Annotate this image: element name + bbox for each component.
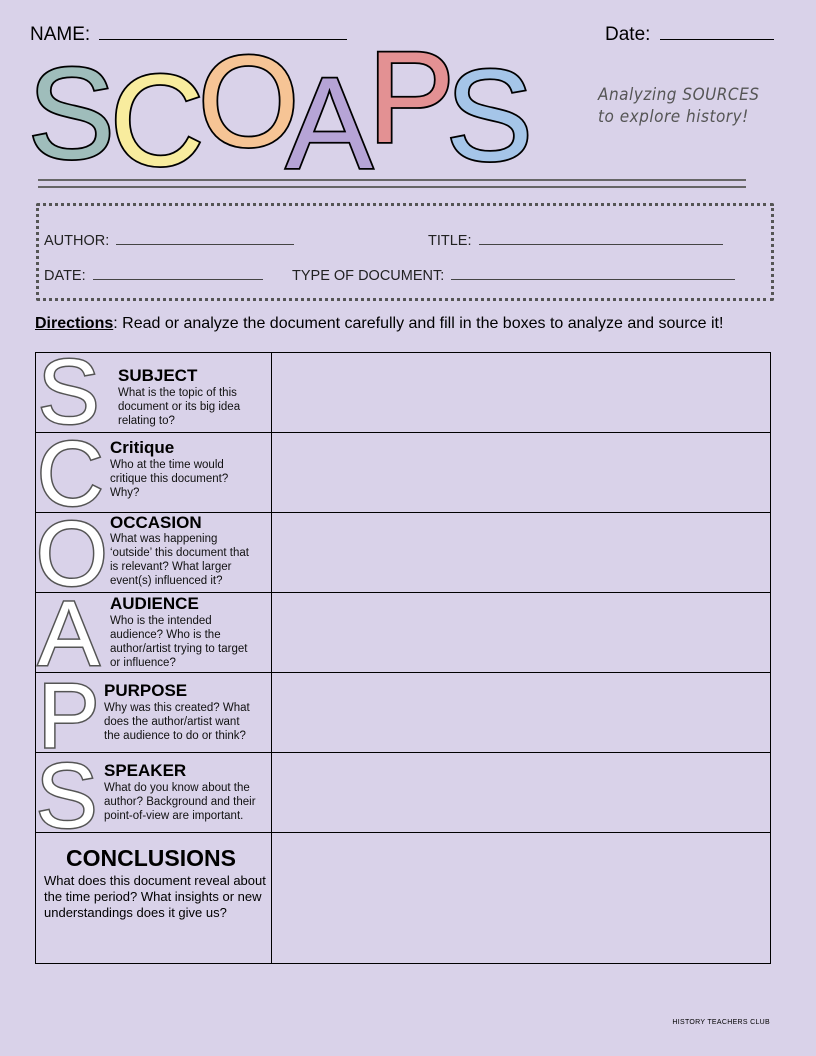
row-title: AUDIENCE <box>110 594 199 613</box>
directions-text: : Read or analyze the document carefully and fill in the boxes to analyze and source it! <box>113 315 724 332</box>
svg-text:O: O <box>36 513 108 592</box>
logo-letter-s2: S <box>446 50 533 175</box>
row-title: SPEAKER <box>104 761 187 780</box>
row-description: Who at the time would critique this document? Why? <box>110 459 229 499</box>
doc-type-label: TYPE OF DOCUMENT: <box>292 268 445 284</box>
date-field-row <box>605 24 774 46</box>
row-answer-cell[interactable] <box>272 513 771 593</box>
doc-type-input-line[interactable] <box>451 279 735 280</box>
row-answer-cell[interactable] <box>272 753 771 833</box>
row-description: What do you know about the author? Background and their point-of-view are important. <box>104 782 256 822</box>
row-description: Why was this created? What does the author/artist want the audience to do or think? <box>104 702 250 742</box>
conclusions-title: CONCLUSIONS <box>66 845 236 871</box>
row-answer-cell[interactable] <box>272 673 771 753</box>
tagline-line-2: to explore history! <box>598 107 749 127</box>
tagline-line-1: Analyzing SOURCES <box>598 85 760 105</box>
logo-letter-a: A <box>286 50 373 175</box>
row-label-cell <box>36 433 272 513</box>
doc-date-input-line[interactable] <box>93 279 263 280</box>
table-row <box>36 353 771 433</box>
row-label-cell <box>36 513 272 593</box>
row-label-cell <box>36 593 272 673</box>
date-input-line[interactable] <box>660 39 774 40</box>
table-row <box>36 593 771 673</box>
row-description: Who is the intended audience? Who is the author/artist trying to target or influence? <box>110 615 248 669</box>
title-label: TITLE: <box>428 233 472 249</box>
big-letter-o-icon <box>36 513 108 592</box>
author-field <box>44 233 294 249</box>
conclusions-answer-cell[interactable] <box>272 833 771 964</box>
row-title: Critique <box>110 438 175 457</box>
doc-type-field <box>292 268 735 284</box>
name-label: NAME: <box>30 24 91 45</box>
row-answer-cell[interactable] <box>272 593 771 673</box>
svg-text:A: A <box>38 593 100 672</box>
logo-letter-p: P <box>368 50 455 170</box>
conclusions-row <box>36 833 771 964</box>
doc-date-label: DATE: <box>44 268 86 284</box>
logo-letter-s1: S <box>28 50 115 175</box>
big-letter-p-icon <box>36 673 108 752</box>
big-letter-a-icon <box>36 593 108 672</box>
conclusions-label-cell <box>36 833 272 964</box>
table-row <box>36 513 771 593</box>
row-title: SUBJECT <box>118 366 198 385</box>
table-row <box>36 433 771 513</box>
footer-credit: HISTORY TEACHERS CLUB <box>672 1019 770 1026</box>
row-answer-cell[interactable] <box>272 353 771 433</box>
title-field <box>428 233 723 249</box>
row-description: What was happening ‘outside’ this document that is relevant? What larger event(s) influenced it? <box>110 533 249 587</box>
scoaps-table <box>35 352 771 964</box>
directions <box>35 315 723 333</box>
author-label: AUTHOR: <box>44 233 110 249</box>
row-answer-cell[interactable] <box>272 433 771 513</box>
table-row <box>36 753 771 833</box>
scoaps-logo <box>28 50 558 175</box>
svg-text:S: S <box>38 353 100 432</box>
svg-text:S: S <box>36 753 98 832</box>
row-label-cell <box>36 673 272 753</box>
conclusions-description: What does this document reveal about the time period? What insights or new understandings does it give us? <box>44 873 266 920</box>
big-letter-c-icon <box>36 433 108 512</box>
row-label-cell <box>36 753 272 833</box>
row-description: What is the topic of this document or its big idea relating to? <box>118 387 241 427</box>
row-label-cell <box>36 353 272 433</box>
source-info-box <box>36 203 774 301</box>
author-input-line[interactable] <box>116 244 294 245</box>
tagline <box>598 84 760 128</box>
title-input-line[interactable] <box>479 244 723 245</box>
row-title: PURPOSE <box>104 681 188 700</box>
logo-letter-o: O <box>198 50 300 174</box>
directions-label: Directions <box>35 315 114 332</box>
header-rule-bottom <box>38 186 746 188</box>
svg-text:C: C <box>37 433 104 512</box>
header-rule-top <box>38 179 746 181</box>
svg-text:P: P <box>38 673 100 752</box>
table-row <box>36 673 771 753</box>
date-label: Date: <box>605 24 651 45</box>
doc-date-field <box>44 268 263 284</box>
logo-letter-c: C <box>110 50 204 175</box>
name-field-row <box>30 24 347 46</box>
name-input-line[interactable] <box>99 39 347 40</box>
big-letter-s-icon <box>36 353 108 432</box>
big-letter-s-icon <box>36 753 108 832</box>
row-title: OCCASION <box>110 513 202 532</box>
